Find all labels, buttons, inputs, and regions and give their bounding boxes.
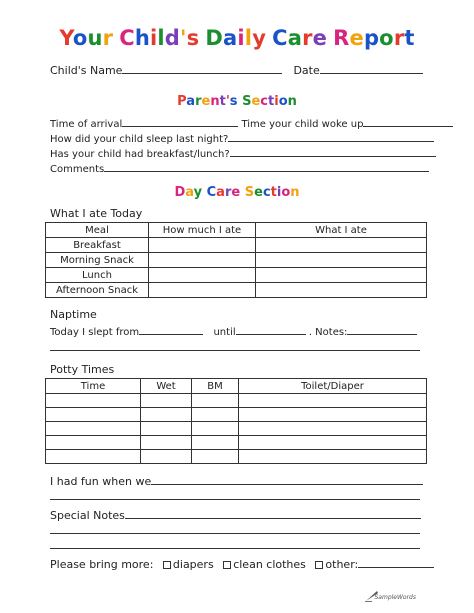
meal-header-how-much: How much I ate xyxy=(149,223,256,238)
title-letter: l xyxy=(157,26,165,50)
time-of-arrival-field[interactable] xyxy=(122,116,238,127)
time-cell[interactable] xyxy=(46,394,141,408)
special-notes-line-2[interactable] xyxy=(50,533,420,534)
bm-cell[interactable] xyxy=(192,422,239,436)
section-title-colored: Day Care Section xyxy=(174,185,300,200)
breakfast-field[interactable] xyxy=(230,146,436,157)
what-ate-cell[interactable] xyxy=(256,238,427,253)
toilet-diaper-cell[interactable] xyxy=(239,408,427,422)
title-letter: C xyxy=(119,26,135,50)
time-cell[interactable] xyxy=(46,436,141,450)
special-notes-row xyxy=(50,508,421,522)
table-row xyxy=(46,268,427,283)
table-row xyxy=(46,436,427,450)
bring-more-label: Please bring more: xyxy=(50,558,154,571)
time-of-arrival-label: Time of arrival xyxy=(50,119,123,130)
other-option: other: xyxy=(325,558,359,571)
title-letter: Y xyxy=(59,26,73,50)
parents-section-title xyxy=(0,94,474,109)
title-letter: a xyxy=(287,26,303,50)
bm-cell[interactable] xyxy=(192,394,239,408)
breakfast-row xyxy=(50,146,436,161)
table-row xyxy=(46,283,427,298)
table-row xyxy=(46,408,427,422)
comments-field[interactable] xyxy=(104,161,429,172)
table-row xyxy=(46,422,427,436)
until-label: until xyxy=(213,327,236,338)
time-cell[interactable] xyxy=(46,450,141,464)
diapers-option: diapers xyxy=(172,558,214,571)
title-letter: e xyxy=(312,26,328,50)
wet-cell[interactable] xyxy=(141,394,192,408)
title-letter: u xyxy=(87,26,103,50)
toilet-diaper-cell[interactable] xyxy=(239,422,427,436)
bm-cell[interactable] xyxy=(192,450,239,464)
potty-table xyxy=(45,378,427,464)
title-letter: r xyxy=(302,26,313,50)
title-letter: i xyxy=(237,26,245,50)
diapers-checkbox[interactable] xyxy=(163,561,171,569)
comments-label: Comments xyxy=(50,164,105,175)
clean-clothes-checkbox[interactable] xyxy=(223,561,231,569)
title-letter: ' xyxy=(180,26,187,50)
toilet-diaper-cell[interactable] xyxy=(239,436,427,450)
bring-more-row xyxy=(50,557,434,571)
other-field[interactable] xyxy=(358,557,434,568)
section-title-colored: Parent's Section xyxy=(177,94,297,109)
other-checkbox[interactable] xyxy=(315,561,323,569)
sleep-label: How did your child sleep last night? xyxy=(50,134,229,145)
naptime-extra-line[interactable] xyxy=(50,350,420,351)
time-woke-up-label: Time your child woke up xyxy=(241,119,364,130)
title-letter: o xyxy=(72,26,88,50)
title-letter: h xyxy=(134,26,150,50)
wet-cell[interactable] xyxy=(141,408,192,422)
title-letter: C xyxy=(272,26,288,50)
title-letter: D xyxy=(205,26,224,50)
childs-name-label: Child's Name xyxy=(50,64,123,77)
naptime-label: Naptime xyxy=(50,308,97,321)
until-field[interactable] xyxy=(236,324,306,335)
meal-name-cell: Lunch xyxy=(46,268,149,283)
time-cell[interactable] xyxy=(46,422,141,436)
meal-name-cell: Morning Snack xyxy=(46,253,149,268)
title-letter: r xyxy=(393,26,405,50)
how-much-cell[interactable] xyxy=(149,253,256,268)
special-notes-line-3[interactable] xyxy=(50,548,420,549)
date-label: Date xyxy=(293,64,320,77)
title-letter: R xyxy=(333,26,350,50)
what-i-ate-label: What I ate Today xyxy=(50,207,143,220)
what-ate-cell[interactable] xyxy=(256,283,427,298)
what-ate-cell[interactable] xyxy=(256,268,427,283)
day-care-section-title xyxy=(0,185,474,200)
table-row xyxy=(46,253,427,268)
potty-header-wet: Wet xyxy=(141,379,192,394)
special-notes-field[interactable] xyxy=(125,508,421,519)
childs-name-field[interactable] xyxy=(122,63,282,74)
wet-cell[interactable] xyxy=(141,422,192,436)
title-letter: a xyxy=(223,26,238,50)
sleep-row xyxy=(50,131,434,146)
notes-label: . Notes: xyxy=(308,327,348,338)
sleep-field[interactable] xyxy=(228,131,434,142)
clean-clothes-option: clean clothes xyxy=(233,558,306,571)
report-title xyxy=(0,26,474,50)
bm-cell[interactable] xyxy=(192,408,239,422)
meal-table xyxy=(45,222,427,298)
slept-row xyxy=(50,324,417,339)
date-field[interactable] xyxy=(320,63,423,74)
toilet-diaper-cell[interactable] xyxy=(239,450,427,464)
title-letter: d xyxy=(164,26,181,50)
how-much-cell[interactable] xyxy=(149,238,256,253)
brand-logo-text: SampleWords xyxy=(374,594,416,601)
fun-field[interactable] xyxy=(151,474,423,485)
table-row xyxy=(46,394,427,408)
title-letter: s xyxy=(186,26,200,50)
title-letter: r xyxy=(102,26,114,50)
meal-name-cell: Breakfast xyxy=(46,238,149,253)
how-much-cell[interactable] xyxy=(149,283,256,298)
wet-cell[interactable] xyxy=(141,436,192,450)
meal-name-cell: Afternoon Snack xyxy=(46,283,149,298)
title-letter: o xyxy=(379,26,394,50)
fun-extra-line[interactable] xyxy=(50,499,420,500)
bm-cell[interactable] xyxy=(192,436,239,450)
time-cell[interactable] xyxy=(46,408,141,422)
arrival-row xyxy=(50,116,453,131)
fun-row xyxy=(50,474,423,488)
slept-from-field[interactable] xyxy=(139,324,203,335)
meal-header-what: What I ate xyxy=(256,223,427,238)
special-notes-label: Special Notes xyxy=(50,509,125,522)
toilet-diaper-cell[interactable] xyxy=(239,394,427,408)
title-letter: y xyxy=(252,26,267,50)
title-letter: e xyxy=(349,26,364,50)
title-letter: l xyxy=(244,26,253,50)
table-row xyxy=(46,450,427,464)
potty-header-bm: BM xyxy=(192,379,239,394)
title-letter: t xyxy=(404,26,415,50)
wet-cell[interactable] xyxy=(141,450,192,464)
notes-field[interactable] xyxy=(347,324,417,335)
table-row xyxy=(46,238,427,253)
meal-header-meal: Meal xyxy=(46,223,149,238)
childs-name-row xyxy=(50,63,423,77)
potty-header-toilet-diaper: Toilet/Diaper xyxy=(239,379,427,394)
fun-label: I had fun when we xyxy=(50,475,152,488)
potty-header-time: Time xyxy=(46,379,141,394)
how-much-cell[interactable] xyxy=(149,268,256,283)
what-ate-cell[interactable] xyxy=(256,253,427,268)
time-woke-up-field[interactable] xyxy=(363,116,453,127)
title-letter: i xyxy=(149,26,158,50)
breakfast-label: Has your child had breakfast/lunch? xyxy=(50,149,230,160)
title-letter: p xyxy=(363,26,380,50)
potty-times-label: Potty Times xyxy=(50,363,115,376)
comments-row xyxy=(50,161,429,176)
slept-from-label: Today I slept from xyxy=(50,327,140,338)
